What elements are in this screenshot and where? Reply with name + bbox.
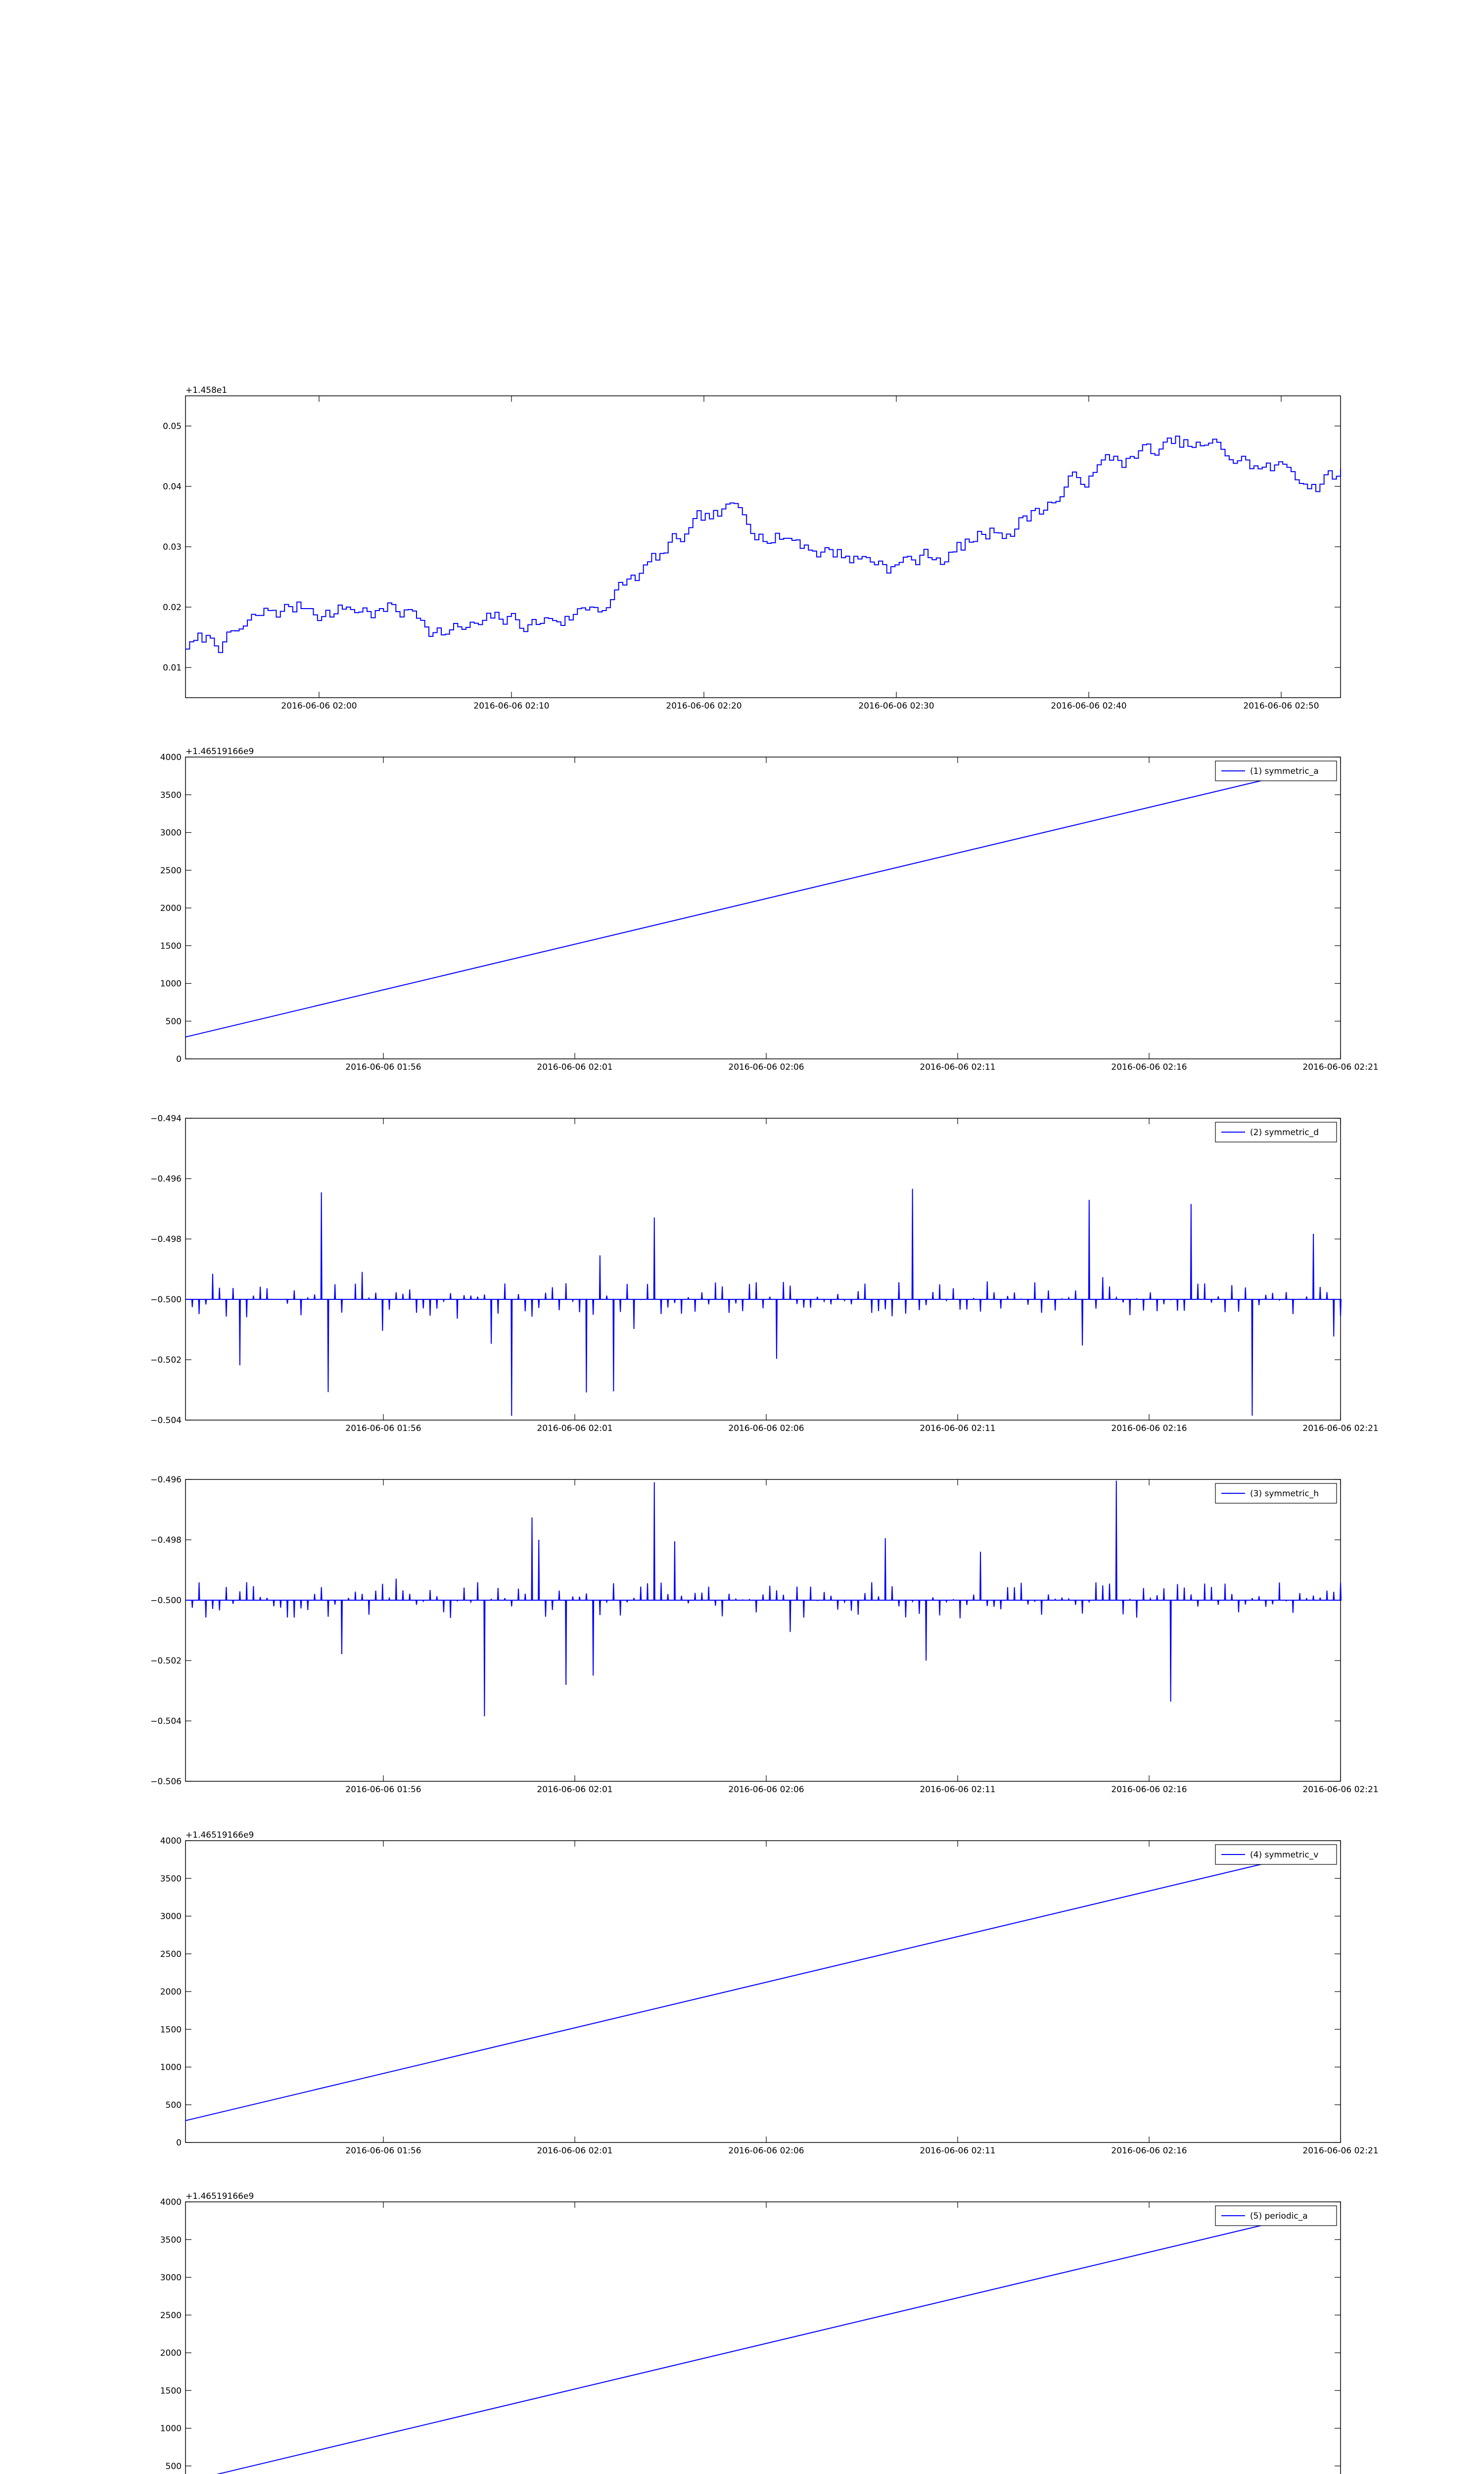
x-tick-label: 2016-06-06 02:06: [728, 1424, 804, 1433]
y-tick-label: −0.506: [150, 1777, 182, 1787]
x-tick-label: 2016-06-06 02:21: [1302, 1424, 1379, 1433]
x-tick-label: 2016-06-06 02:21: [1302, 2146, 1379, 2156]
axes-frame: [186, 1841, 1341, 2142]
legend-label: (1) symmetric_a: [1250, 766, 1319, 776]
y-tick-label: 3000: [160, 1911, 182, 1922]
x-tick-label: 2016-06-06 02:01: [537, 1785, 613, 1795]
y-tick-label: 3000: [160, 828, 182, 838]
y-tick-label: 2500: [160, 865, 182, 876]
y-tick-label: 0: [176, 2138, 182, 2148]
x-tick-label: 2016-06-06 02:30: [858, 701, 934, 711]
x-tick-label: 2016-06-06 02:11: [920, 1424, 996, 1433]
y-tick-label: 500: [165, 2100, 182, 2110]
series-line: [186, 1859, 1281, 2121]
x-tick-label: 2016-06-06 01:56: [345, 1785, 421, 1795]
chart-panel-4: [150, 1475, 1379, 1795]
legend-label: (3) symmetric_h: [1250, 1489, 1319, 1499]
y-tick-label: 2500: [160, 2310, 182, 2321]
y-tick-label: 0.01: [163, 663, 182, 673]
offset-label: +1.46519166e9: [186, 1830, 254, 1840]
axes-frame: [186, 1118, 1341, 1420]
legend-label: (2) symmetric_d: [1250, 1128, 1319, 1138]
y-tick-label: −0.502: [150, 1656, 182, 1666]
series-line: [186, 2221, 1281, 2474]
x-tick-label: 2016-06-06 02:11: [920, 2146, 996, 2156]
y-tick-label: −0.496: [150, 1475, 182, 1485]
legend: [1215, 2206, 1337, 2226]
y-tick-label: −0.496: [150, 1174, 182, 1184]
y-tick-label: 0.05: [163, 422, 182, 431]
y-tick-label: 4000: [160, 1836, 182, 1846]
chart-panel-1: [163, 385, 1341, 711]
y-tick-label: −0.500: [150, 1295, 182, 1305]
x-tick-label: 2016-06-06 02:01: [537, 1424, 613, 1433]
x-tick-label: 2016-06-06 02:21: [1302, 1785, 1379, 1795]
legend: [1215, 761, 1337, 781]
y-tick-label: 0.02: [163, 603, 182, 613]
x-tick-label: 2016-06-06 02:06: [728, 2146, 804, 2156]
y-tick-label: 2000: [160, 904, 182, 913]
y-tick-label: 4000: [160, 2197, 182, 2207]
y-tick-label: 3000: [160, 2273, 182, 2283]
y-tick-label: 0.04: [163, 482, 182, 492]
y-tick-label: −0.498: [150, 1535, 182, 1545]
y-tick-label: 0: [176, 1054, 182, 1064]
y-tick-label: −0.504: [150, 1716, 182, 1726]
x-tick-label: 2016-06-06 02:16: [1111, 1424, 1187, 1433]
y-tick-label: 1500: [160, 2025, 182, 2035]
y-tick-label: 3500: [160, 790, 182, 801]
y-tick-label: 500: [165, 1016, 182, 1027]
x-tick-label: 2016-06-06 02:10: [473, 701, 550, 711]
axes-frame: [186, 2202, 1341, 2474]
x-tick-label: 2016-06-06 02:40: [1051, 701, 1127, 711]
legend-label: (4) symmetric_v: [1250, 1850, 1319, 1860]
legend-label: (5) periodic_a: [1250, 2211, 1308, 2221]
chart-panel-3: [150, 1114, 1379, 1433]
y-tick-label: −0.498: [150, 1235, 182, 1244]
x-tick-label: 2016-06-06 01:56: [345, 1424, 421, 1433]
offset-label: +1.458e1: [186, 385, 228, 395]
x-tick-label: 2016-06-06 02:11: [920, 1785, 996, 1795]
y-tick-label: −0.502: [150, 1355, 182, 1365]
x-tick-label: 2016-06-06 02:16: [1111, 1785, 1187, 1795]
series-line: [186, 776, 1281, 1037]
legend: [1215, 1122, 1337, 1142]
x-tick-label: 2016-06-06 02:00: [281, 701, 357, 711]
x-tick-label: 2016-06-06 02:16: [1111, 2146, 1187, 2156]
offset-label: +1.46519166e9: [186, 747, 254, 757]
x-tick-label: 2016-06-06 02:01: [537, 2146, 613, 2156]
y-tick-label: 2000: [160, 1987, 182, 1997]
x-tick-label: 2016-06-06 02:06: [728, 1062, 804, 1072]
y-tick-label: 1000: [160, 2424, 182, 2434]
offset-label: +1.46519166e9: [186, 2191, 254, 2201]
y-tick-label: 2500: [160, 1949, 182, 1959]
y-tick-label: 1000: [160, 2062, 182, 2073]
y-tick-label: 0.03: [163, 542, 182, 552]
y-tick-label: 1000: [160, 979, 182, 989]
x-tick-label: 2016-06-06 02:50: [1243, 701, 1319, 711]
y-tick-label: −0.504: [150, 1416, 182, 1426]
y-tick-label: 3500: [160, 1874, 182, 1884]
y-tick-label: −0.494: [150, 1114, 182, 1124]
x-tick-label: 2016-06-06 02:16: [1111, 1062, 1187, 1072]
series-line: [186, 1189, 1341, 1416]
y-tick-label: 1500: [160, 941, 182, 952]
y-tick-label: 500: [165, 2461, 182, 2472]
x-tick-label: 2016-06-06 02:20: [666, 701, 742, 711]
y-tick-label: 2000: [160, 2348, 182, 2358]
y-tick-label: 3500: [160, 2235, 182, 2245]
y-tick-label: −0.500: [150, 1596, 182, 1606]
axes-frame: [186, 757, 1341, 1059]
chart-panel-5: [160, 1830, 1379, 2156]
x-tick-label: 2016-06-06 02:11: [920, 1062, 996, 1072]
legend: [1215, 1845, 1337, 1864]
legend: [1215, 1483, 1337, 1503]
x-tick-label: 2016-06-06 02:01: [537, 1062, 613, 1072]
x-tick-label: 2016-06-06 01:56: [345, 2146, 421, 2156]
series-line: [186, 1480, 1341, 1716]
chart-panel-2: [160, 747, 1379, 1072]
chart-panel-6: [160, 2191, 1379, 2474]
y-tick-label: 4000: [160, 753, 182, 762]
x-tick-label: 2016-06-06 01:56: [345, 1062, 421, 1072]
x-tick-label: 2016-06-06 02:21: [1302, 1062, 1379, 1072]
series-line: [186, 436, 1341, 652]
y-tick-label: 1500: [160, 2386, 182, 2396]
axes-frame: [186, 1479, 1341, 1781]
x-tick-label: 2016-06-06 02:06: [728, 1785, 804, 1795]
